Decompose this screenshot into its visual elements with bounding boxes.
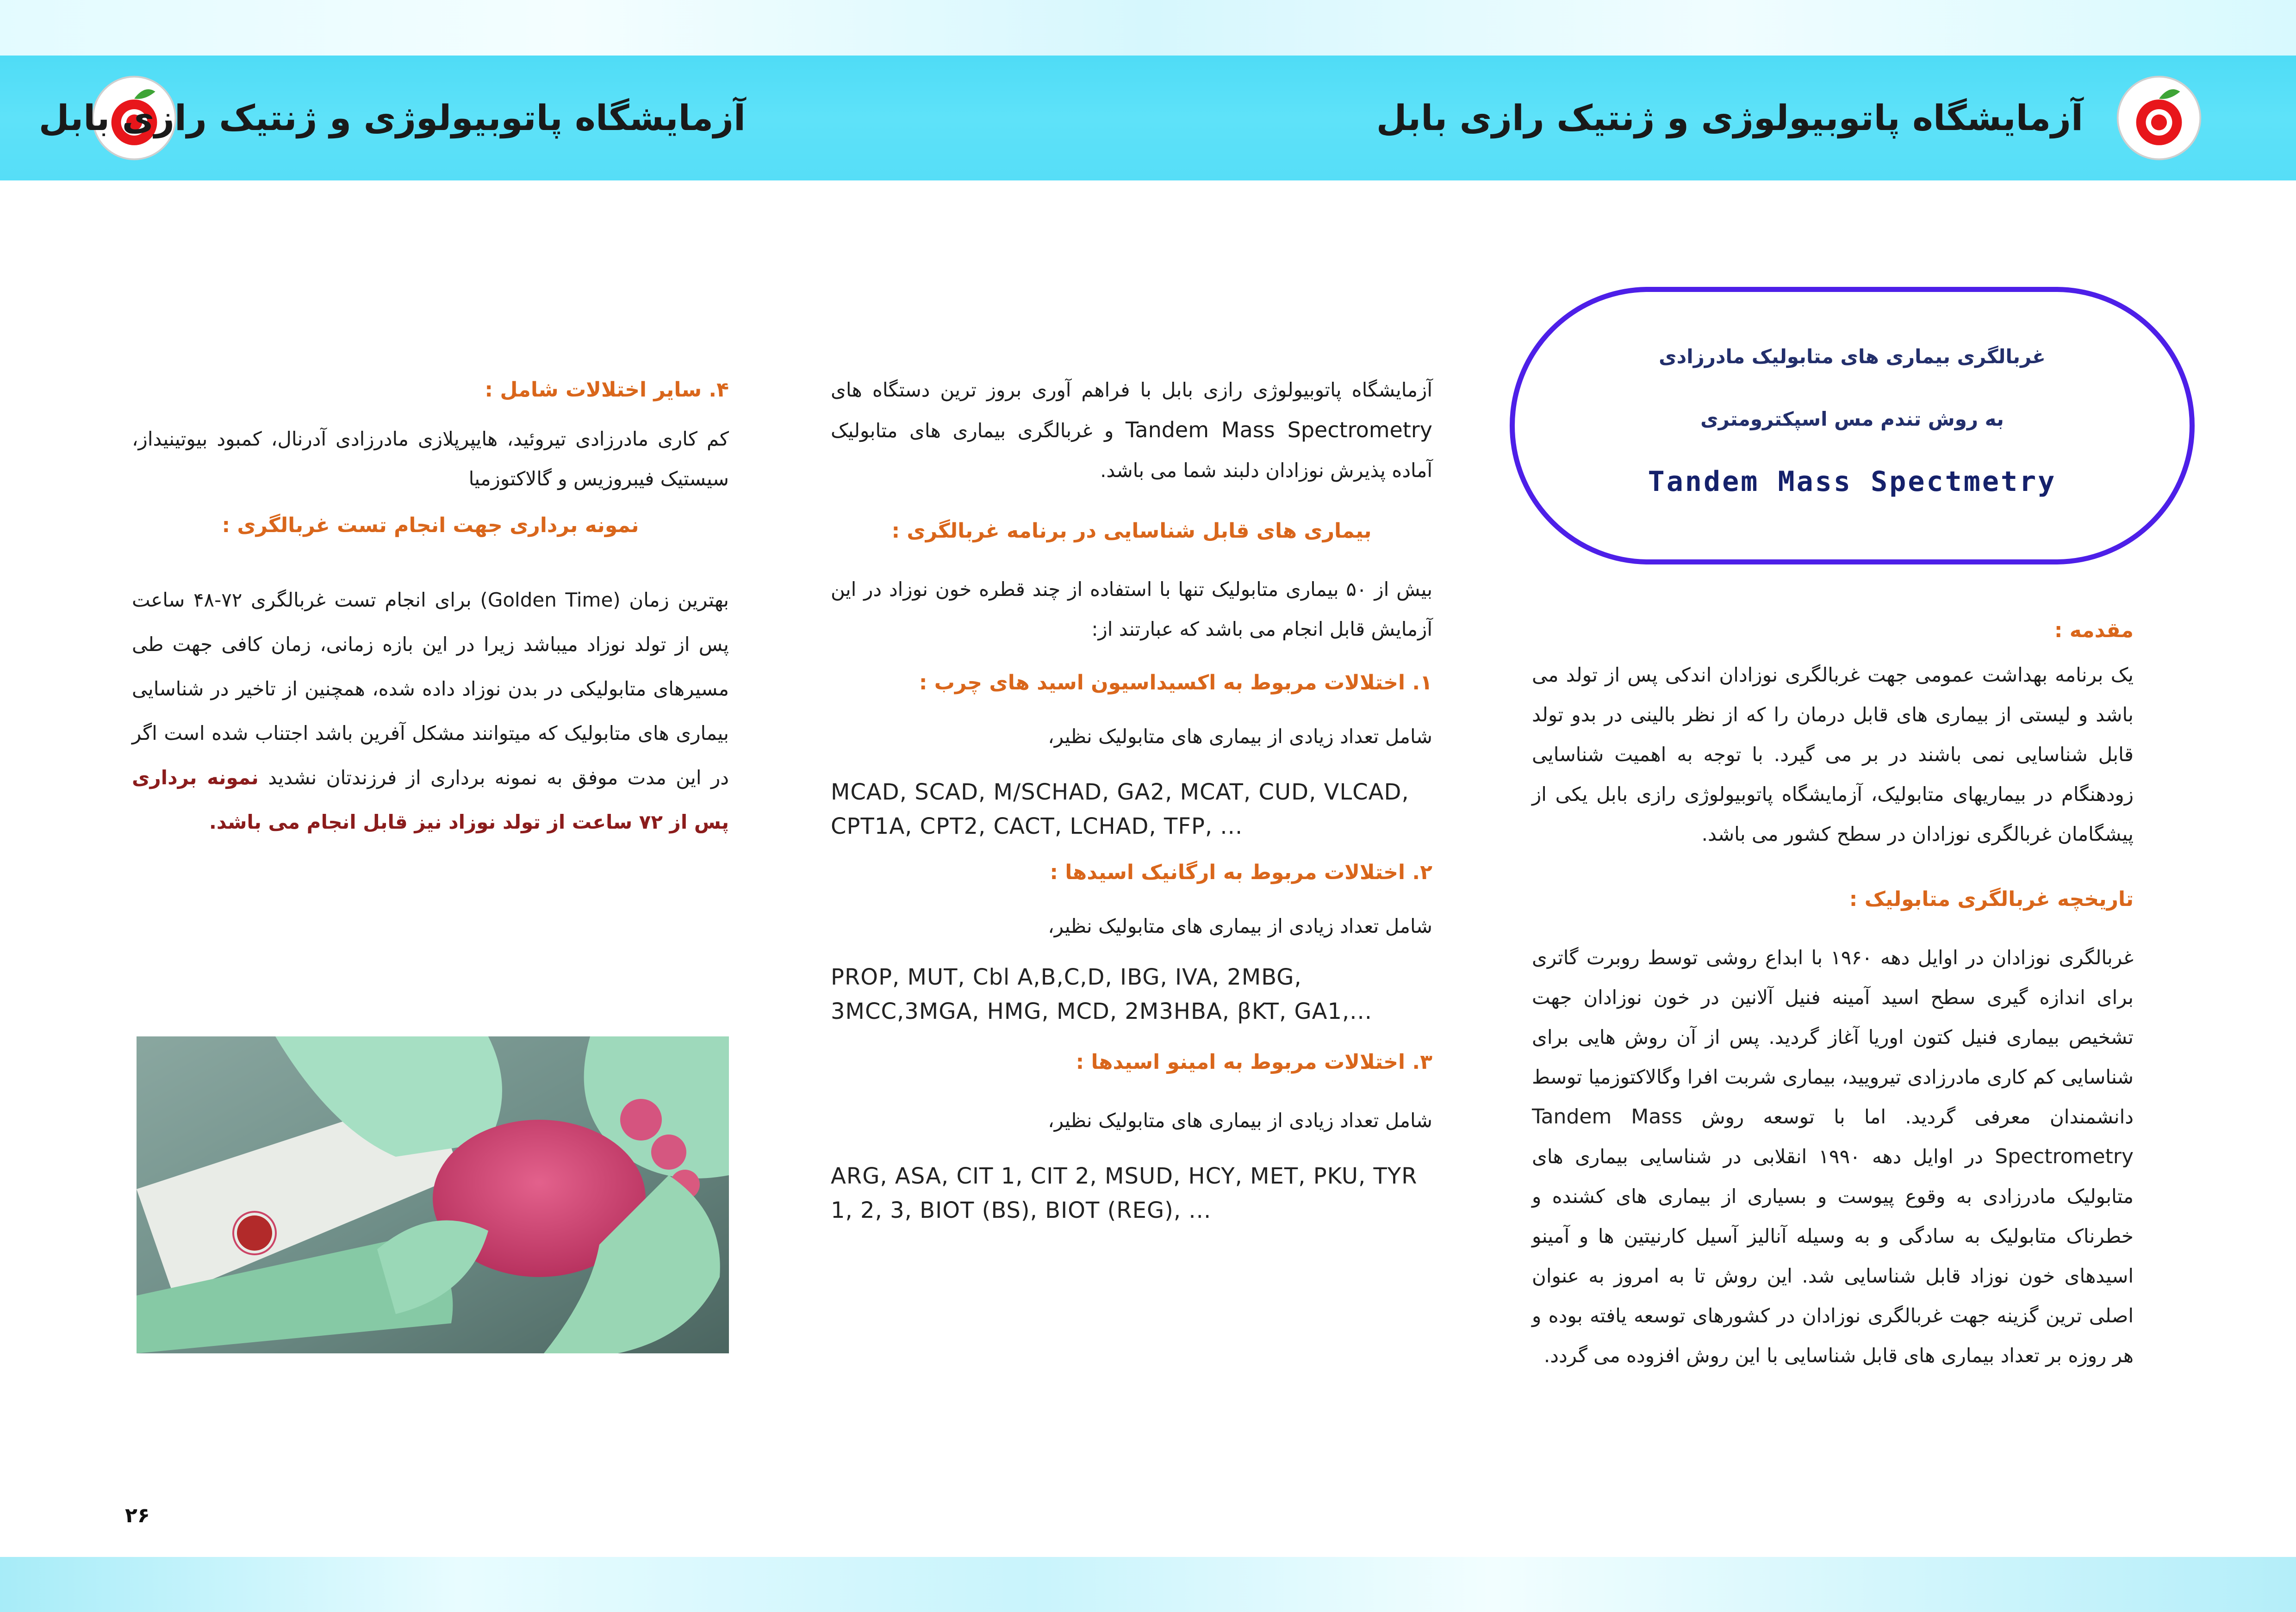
header-title-left: آزمایشگاه پاتوبیولوژی و ژنتیک رازی بابل <box>38 97 746 138</box>
group4-heading: ۴. سایر اختلالات شامل : <box>485 378 729 402</box>
sampling-heading: نمونه برداری جهت انجام تست غربالگری : <box>222 514 639 537</box>
lab-logo-icon <box>2115 74 2203 162</box>
intro-heading: مقدمه : <box>2054 619 2134 642</box>
group2-intro: شامل تعداد زیادی از بیماری های متابولیک نظیر، <box>1048 915 1432 937</box>
middle-intro-tms: Tandem Mass Spectrometry <box>1125 417 1432 442</box>
box-title-line1: غربالگری بیماری های متابولیک مادرزادی <box>1659 345 2046 368</box>
group1-intro: شامل تعداد زیادی از بیماری های متابولیک نظیر، <box>1048 725 1432 748</box>
history-tms: Tandem Mass Spectrometry <box>1532 1105 2134 1168</box>
right-column <box>1532 611 2134 1376</box>
box-title-line2: به روش تندم مس اسپکترومتری <box>1700 408 2004 430</box>
header-title-right: آزمایشگاه پاتوبیولوژی و ژنتیک رازی بابل <box>1376 97 2083 138</box>
left-column <box>132 370 729 844</box>
top-decorative-strip <box>0 0 2296 56</box>
sampling-text-highlight: نمونه برداری پس از ۷۲ ساعت از تولد نوزاد نیز قابل انجام می باشد. <box>132 766 729 833</box>
history-text-a: غربالگری نوزادان در اوایل دهه ۱۹۶۰ با ابداع روشی توسط روبرت گاتری برای اندازه گیری سطح اسید آمینه فنیل آلانین در خون نوزادان جهت تشخیص بیماری فنیل کتون اوریا آغاز گردید. پس از آن روش هایی برای شناسایی کم کاری مادرزادی تیرویید، بیماری شربت افرا وگالاکتوزمیا توسط دانشمندان معرفی گردید. اما با توسعه روش <box>1532 946 2134 1128</box>
intro-text: یک برنامه بهداشت عمومی جهت غربالگری نوزادان اندکی پس از تولد می باشد و لیستی از بیماری های قابل درمان را که از نظر بالینی در بدو تولد قابل شناسایی نمی باشند در بر می گیرد. با توجه به اهمیت شناسایی زودهنگام در بیماریهای متابولیک، آزمایشگاه پاتوبیولوژی رازی بابل یکی از پیشگامان غربالگری نوزادان در سطح کشور می باشد. <box>1532 663 2134 845</box>
group1-list: MCAD, SCAD, M/SCHAD, GA2, MCAT, CUD, VLCAD, CPT1A, CPT2, CACT, LCHAD, TFP, ... <box>831 779 1409 839</box>
sampling-text <box>132 578 729 844</box>
history-heading: تاریخچه غربالگری متابولیک : <box>1849 887 2134 911</box>
history-text-b: در اوایل دهه ۱۹۹۰ انقلابی در شناسایی بیماری های متابولیک مادرزادی به وقوع پیوست و بسیاری از بیماری های کشنده و خطرناک متابولیک به سادگی و به وسیله آنالیز آسیل کارنیتین ها و آمینو اسیدهای خون نوزاد قابل شناسایی شد. این روش تا به امروز به عنوان اصلی ترین گزینه جهت غربالگری نوزادان در کشورهای توسعه یافته بوده و هر روزه بر تعداد بیماری های قابل شناسایی با این روش افزوده می گردد. <box>1532 1145 2134 1367</box>
bottom-decorative-strip <box>0 1557 2296 1612</box>
sampling-text-a: بهترین زمان (Golden Time) برای انجام تست غربالگری ۷۲-۴۸ ساعت پس از تولد نوزاد میباشد زیرا در این بازه زمانی، زمان کافی جهت طی مسیرهای متابولیکی در بدن نوزاد داده شده، همچنین از تاخیر در شناسایی بیماری های متابولیک که میتوانند مشکل آفرین باشد اجتناب شده است اگر در این مدت موفق به نمونه برداری از فرزندتان نشدید <box>132 589 729 789</box>
group1-heading: ۱. اختلالات مربوط به اکسیداسیون اسید های چرب : <box>919 671 1432 694</box>
middle-intro <box>831 370 1432 490</box>
middle-intro-b: و غربالگری بیماری های متابولیک آماده پذیرش نوزادان دلبند شما می باشد. <box>831 419 1432 482</box>
title-oval-box <box>1510 287 2195 564</box>
group2-heading: ۲. اختلالات مربوط به ارگانیک اسیدها : <box>1050 861 1432 884</box>
group3-list: ARG, ASA, CIT 1, CIT 2, MSUD, HCY, MET, PKU, TYR 1, 2, 3, BIOT (BS), BIOT (REG), ... <box>831 1163 1418 1223</box>
box-title-line3: Tandem Mass Spectmetry <box>1648 465 2057 498</box>
group2-list: PROP, MUT, Cbl A,B,C,D, IBG, IVA, 2MBG, 3MCC,3MGA, HMG, MCD, 2M3HBA, βKT, GA1,... <box>831 964 1373 1024</box>
middle-intro-a: آزمایشگاه پاتوبیولوژی رازی بابل با فراهم آوری بروز ترین دستگاه های <box>831 378 1432 401</box>
group3-heading: ۳. اختلالات مربوط به امینو اسیدها : <box>1076 1050 1432 1074</box>
page-number: ۲۶ <box>125 1504 150 1527</box>
newborn-heel-sampling-photo <box>137 1036 729 1353</box>
group3-intro: شامل تعداد زیادی از بیماری های متابولیک نظیر، <box>1048 1109 1432 1132</box>
middle-column <box>831 370 1432 1228</box>
history-text <box>1532 938 2134 1376</box>
diseases-heading: بیماری های قابل شناسایی در برنامه غربالگری : <box>891 519 1372 543</box>
diseases-intro: بیش از ۵۰ بیماری متابولیک تنها با استفاده از چند قطره خون نوزاد در این آزمایش قابل انجام می باشد که عبارتند از: <box>831 578 1433 640</box>
group4-text: کم کاری مادرزادی تیروئید، هایپرپلازی مادرزادی آدرنال، کمبود بیوتینیداز، سیستیک فیبروزیس و گالاکتوزمیا <box>132 428 729 490</box>
